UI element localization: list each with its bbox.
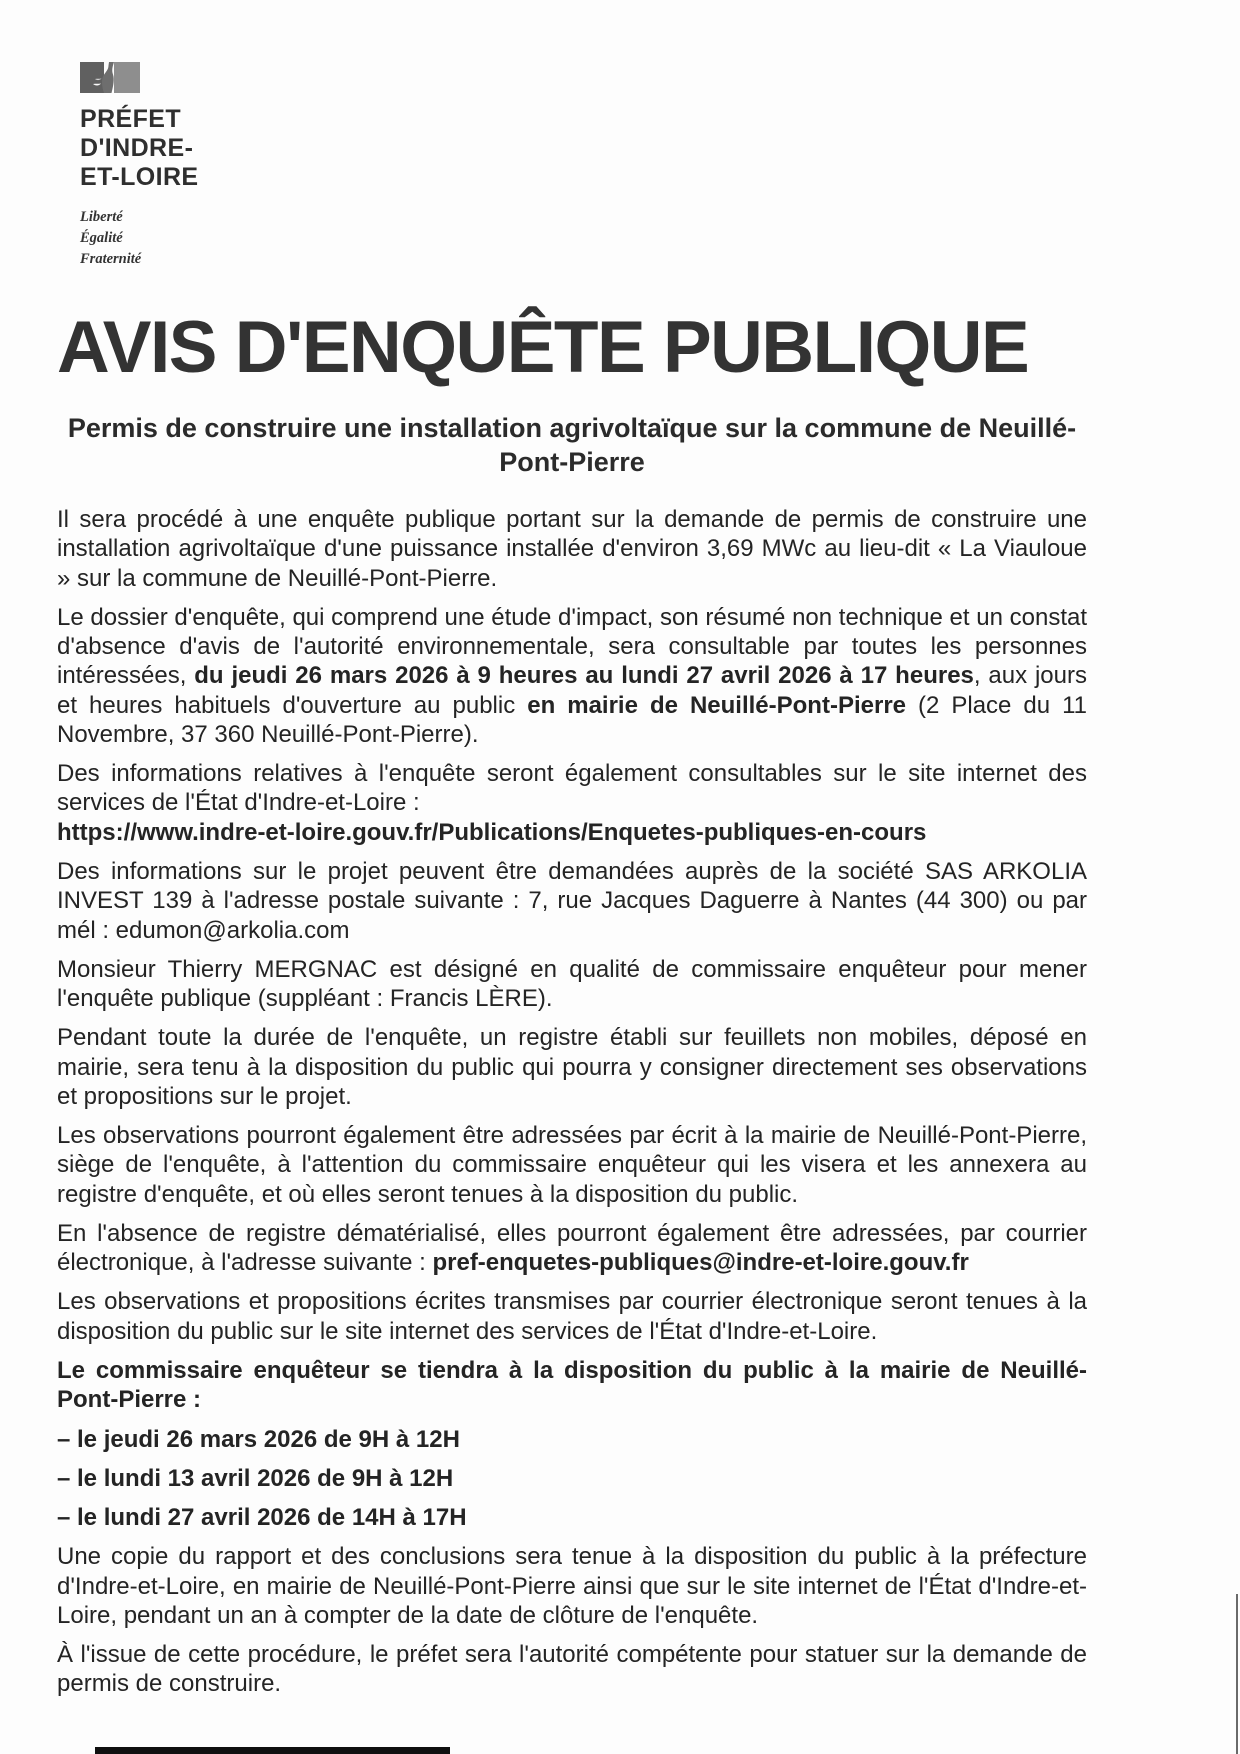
schedule-item-3 (57, 1503, 1087, 1532)
prefecture-name-line: D'INDRE- (80, 134, 194, 162)
bold-text-run: en mairie de Neuillé-Pont-Pierre (527, 691, 907, 719)
notice-subtitle: Permis de construire une installation agrivoltaïque sur la commune de Neuillé-Pont-Pierre (67, 413, 1077, 478)
dossier-consultation-paragraph (57, 603, 1087, 749)
report-copy-paragraph (57, 1542, 1087, 1630)
text-run: Une copie du rapport et des conclusions sera tenue à la disposition du public à la préfecture d'Indre-et-Loire, en mairie de Neuillé-Pont-Pierre ainsi que sur le site internet de l'État d'Indre-et-Loire, pendant un an à compter de la date de clôture de l'enquête. (57, 1543, 1087, 1629)
text-run: Pendant toute la durée de l'enquête, un registre établi sur feuillets non mobiles, déposé en mairie, sera tenu à la disposition du public qui pourra y consigner directement ses observations et propositions sur le projet. (57, 1024, 1087, 1110)
text-run: À l'issue de cette procédure, le préfet sera l'autorité compétente pour statuer sur la demande de permis de construire. (57, 1641, 1087, 1698)
text-run: Des informations sur le projet peuvent être demandées auprès de la société SAS ARKOLIA INVEST 139 à l'adresse postale suivante : 7, rue Jacques Daguerre à Nantes (44 300) ou par mél : edumon@arkolia.com (57, 858, 1087, 944)
text-run: , aux jours et heures habituels d'ouverture au public (57, 662, 1087, 719)
schedule-item-1 (57, 1425, 1087, 1454)
text-run: En l'absence de registre dématérialisé, elles pourront également être adressées, par courrier électronique, à l'adresse suivante : (57, 1219, 1087, 1277)
register-paragraph (57, 1023, 1087, 1111)
motto-line: Égalité (80, 230, 123, 247)
website-info-paragraph (57, 759, 1087, 818)
text-run: Les observations pourront également être adressées par écrit à la mairie de Neuillé-Pont-Pierre, siège de l'enquête, à l'attention du commissaire enquêteur qui les visera et les annexera au registre d'enquête, et où elles seront tenues à la disposition du public. (57, 1122, 1087, 1208)
text-run: Des informations relatives à l'enquête seront également consultables sur le site internet des services de l'État d'Indre-et-Loire : (57, 760, 1087, 817)
text-run: Le dossier d'enquête, qui comprend une étude d'impact, son résumé non technique et un constat d'absence d'avis de l'autorité environnementale, sera consultable par toutes les personnes intéressées, (57, 603, 1087, 690)
bold-text-run: pref-enquetes-publiques@indre-et-loire.gouv.fr (432, 1249, 969, 1277)
scan-artifact-edge-line (1236, 1594, 1238, 1754)
notice-title: AVIS D'ENQUÊTE PUBLIQUE (57, 307, 1029, 389)
bold-text-run: Le commissaire enquêteur se tiendra à la disposition du public à la mairie de Neuillé-Pont-Pierre : (57, 1356, 1087, 1414)
bold-text-run: https://www.indre-et-loire.gouv.fr/Publications/Enquetes-publiques-en-cours (57, 818, 927, 846)
decision-paragraph (57, 1640, 1087, 1699)
text-run: Les observations et propositions écrites transmises par courrier électronique seront tenues à la disposition du public sur le site internet des services de l'État d'Indre-et-Loire. (57, 1288, 1087, 1345)
email-observations-paragraph (57, 1219, 1087, 1278)
motto-line: Fraternité (80, 251, 142, 268)
email-publication-paragraph (57, 1287, 1087, 1346)
motto-line: Liberté (80, 209, 123, 225)
prefecture-header (80, 62, 1087, 270)
commissioner-paragraph (57, 955, 1087, 1014)
public-notice-page (57, 0, 1087, 1699)
intro-paragraph (57, 505, 1087, 593)
project-contact-paragraph (57, 857, 1087, 945)
scan-artifact-bar (95, 1747, 450, 1754)
marianne-logo-icon (80, 62, 140, 93)
text-run: Il sera procédé à une enquête publique portant sur la demande de permis de construire une installation agrivoltaïque d'une puissance installée d'environ 3,69 MWc au lieu-dit « La Viauloue » sur la commune de Neuillé-Pont-Pierre. (57, 506, 1087, 592)
republic-motto (80, 207, 1087, 270)
bold-text-run: du jeudi 26 mars 2026 à 9 heures au lundi 27 avril 2026 à 17 heures (194, 662, 974, 690)
website-url (57, 818, 1087, 847)
schedule-item-2 (57, 1464, 1087, 1493)
prefecture-name-line: PRÉFET (80, 105, 182, 133)
bold-text-run: – le jeudi 26 mars 2026 de 9H à 12H (57, 1425, 460, 1453)
bold-text-run: – le lundi 27 avril 2026 de 14H à 17H (57, 1504, 467, 1532)
written-observations-paragraph (57, 1121, 1087, 1209)
notice-body (57, 505, 1087, 1699)
text-run: Monsieur Thierry MERGNAC est désigné en qualité de commissaire enquêteur pour mener l'enquête publique (suppléant : Francis LÈRE). (57, 955, 1087, 1013)
bold-text-run: – le lundi 13 avril 2026 de 9H à 12H (57, 1464, 454, 1492)
prefecture-name (80, 105, 1087, 192)
commissioner-schedule-heading (57, 1356, 1087, 1415)
text-run: (2 Place du 11 Novembre, 37 360 Neuillé-Pont-Pierre). (57, 691, 1088, 748)
french-republic-logo (80, 62, 140, 93)
prefecture-name-line: ET-LOIRE (80, 163, 199, 191)
